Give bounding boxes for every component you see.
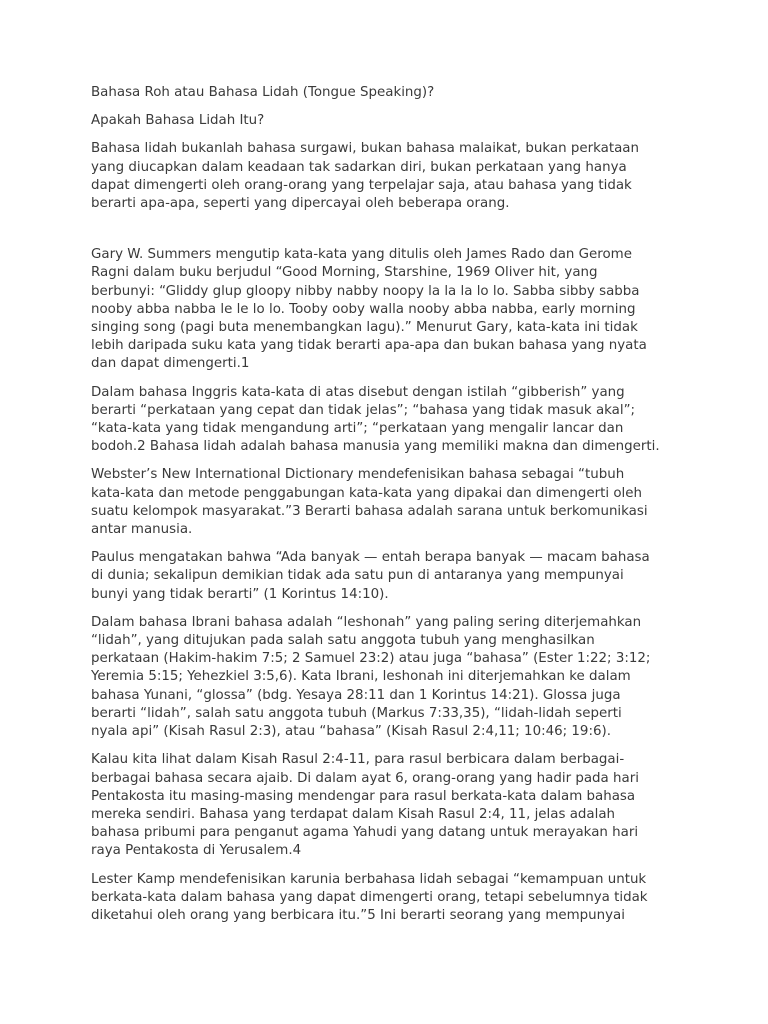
document-subtitle: Apakah Bahasa Lidah Itu? xyxy=(91,113,265,129)
paragraph-ibrani: Dalam bahasa Ibrani bahasa adalah “leshonah” yang paling sering diterjemahkan “lidah”, yang ditujukan pada salah satu anggota tubuh yang menghasilkan perkataan (Hakim-hakim 7:5; 2 Samuel 23:2) atau juga “bahasa” (Ester 1:22; 3:12; Yeremia 5:15; Yehezkiel 3:5,6). Kata Ibrani, leshonah ini diterjemahkan ke dalam bahasa Yunani, “glossa” (bdg. Yesaya 28:11 dan 1 Korintus 14:21). Glossa juga berarti “lidah”, salah satu anggota tubuh (Markus 7:33,35), “lidah-lidah seperti nyala api” (Kisah Rasul 2:3), atau “bahasa” (Kisah Rasul 2:4,11; 10:46; 19:6). xyxy=(91,614,651,740)
paragraph-webster: Webster’s New International Dictionary mendefenisikan bahasa sebagai “tubuh kata-kata dan metode penggabungan kata-kata yang dipakai dan dimengerti oleh suatu kelompok masyarakat.”3 Berarti bahasa adalah sarana untuk berkomunikasi antar manusia. xyxy=(91,467,648,538)
paragraph-intro: Bahasa lidah bukanlah bahasa surgawi, bukan bahasa malaikat, bukan perkataan yang diucapkan dalam keadaan tak sadarkan diri, bukan perkataan yang hanya dapat dimengerti oleh orang-orang yang terpelajar saja, atau bahasa yang tidak berarti apa-apa, seperti yang dipercayai oleh beberapa orang. xyxy=(91,141,639,212)
paragraph-gary-summers: Gary W. Summers mengutip kata-kata yang ditulis oleh James Rado dan Gerome Ragni dalam buku berjudul “Good Morning, Starshine, 1969 Oliver hit, yang berbunyi: “Gliddy glup gloopy nibby nabby noopy la la la lo lo. Sabba sibby sabba nooby abba nabba le le lo lo. Tooby ooby walla nooby abba nabba, early morning singing song (pagi buta menembangkan lagu).” Menurut Gary, kata-kata ini tidak lebih daripada suku kata yang tidak berarti apa-apa dan bukan bahasa yang nyata dan dapat dimengerti.1 xyxy=(91,247,647,372)
paragraph-kisah-rasul: Kalau kita lihat dalam Kisah Rasul 2:4-11, para rasul berbicara dalam berbagai- berbagai bahasa secara ajaib. Di dalam ayat 6, orang-orang yang hadir pada hari Pentakosta itu masing-masing mendengar para rasul berkata-kata dalam bahasa mereka sendiri. Bahasa yang terdapat dalam Kisah Rasul 2:4, 11, jelas adalah bahasa pribumi para penganut agama Yahudi yang datang untuk merayakan hari raya Pentakosta di Yerusalem.4 xyxy=(91,752,639,859)
paragraph-paulus: Paulus mengatakan bahwa “Ada banyak — entah berapa banyak — macam bahasa di dunia; sekalipun demikian tidak ada satu pun di antaranya yang mempunyai bunyi yang tidak berarti” (1 Korintus 14:10). xyxy=(91,550,650,602)
document-page xyxy=(91,84,683,935)
paragraph-lester-kamp: Lester Kamp mendefenisikan karunia berbahasa lidah sebagai “kemampuan untuk berkata-kata dalam bahasa yang dapat dimengerti orang, tetapi sebelumnya tidak diketahui oleh orang yang berbicara itu.”5 Ini berarti seorang yang mempunyai xyxy=(91,871,648,923)
document-title: Bahasa Roh atau Bahasa Lidah (Tongue Speaking)? xyxy=(91,85,435,100)
paragraph-gibberish: Dalam bahasa Inggris kata-kata di atas disebut dengan istilah “gibberish” yang berarti “perkataan yang cepat dan tidak jelas”; “bahasa yang tidak masuk akal”; “kata-kata yang tidak mengandung arti”; “perkataan yang mengalir lancar dan bodoh.2 Bahasa lidah adalah bahasa manusia yang memiliki makna dan dimengerti. xyxy=(91,384,660,455)
